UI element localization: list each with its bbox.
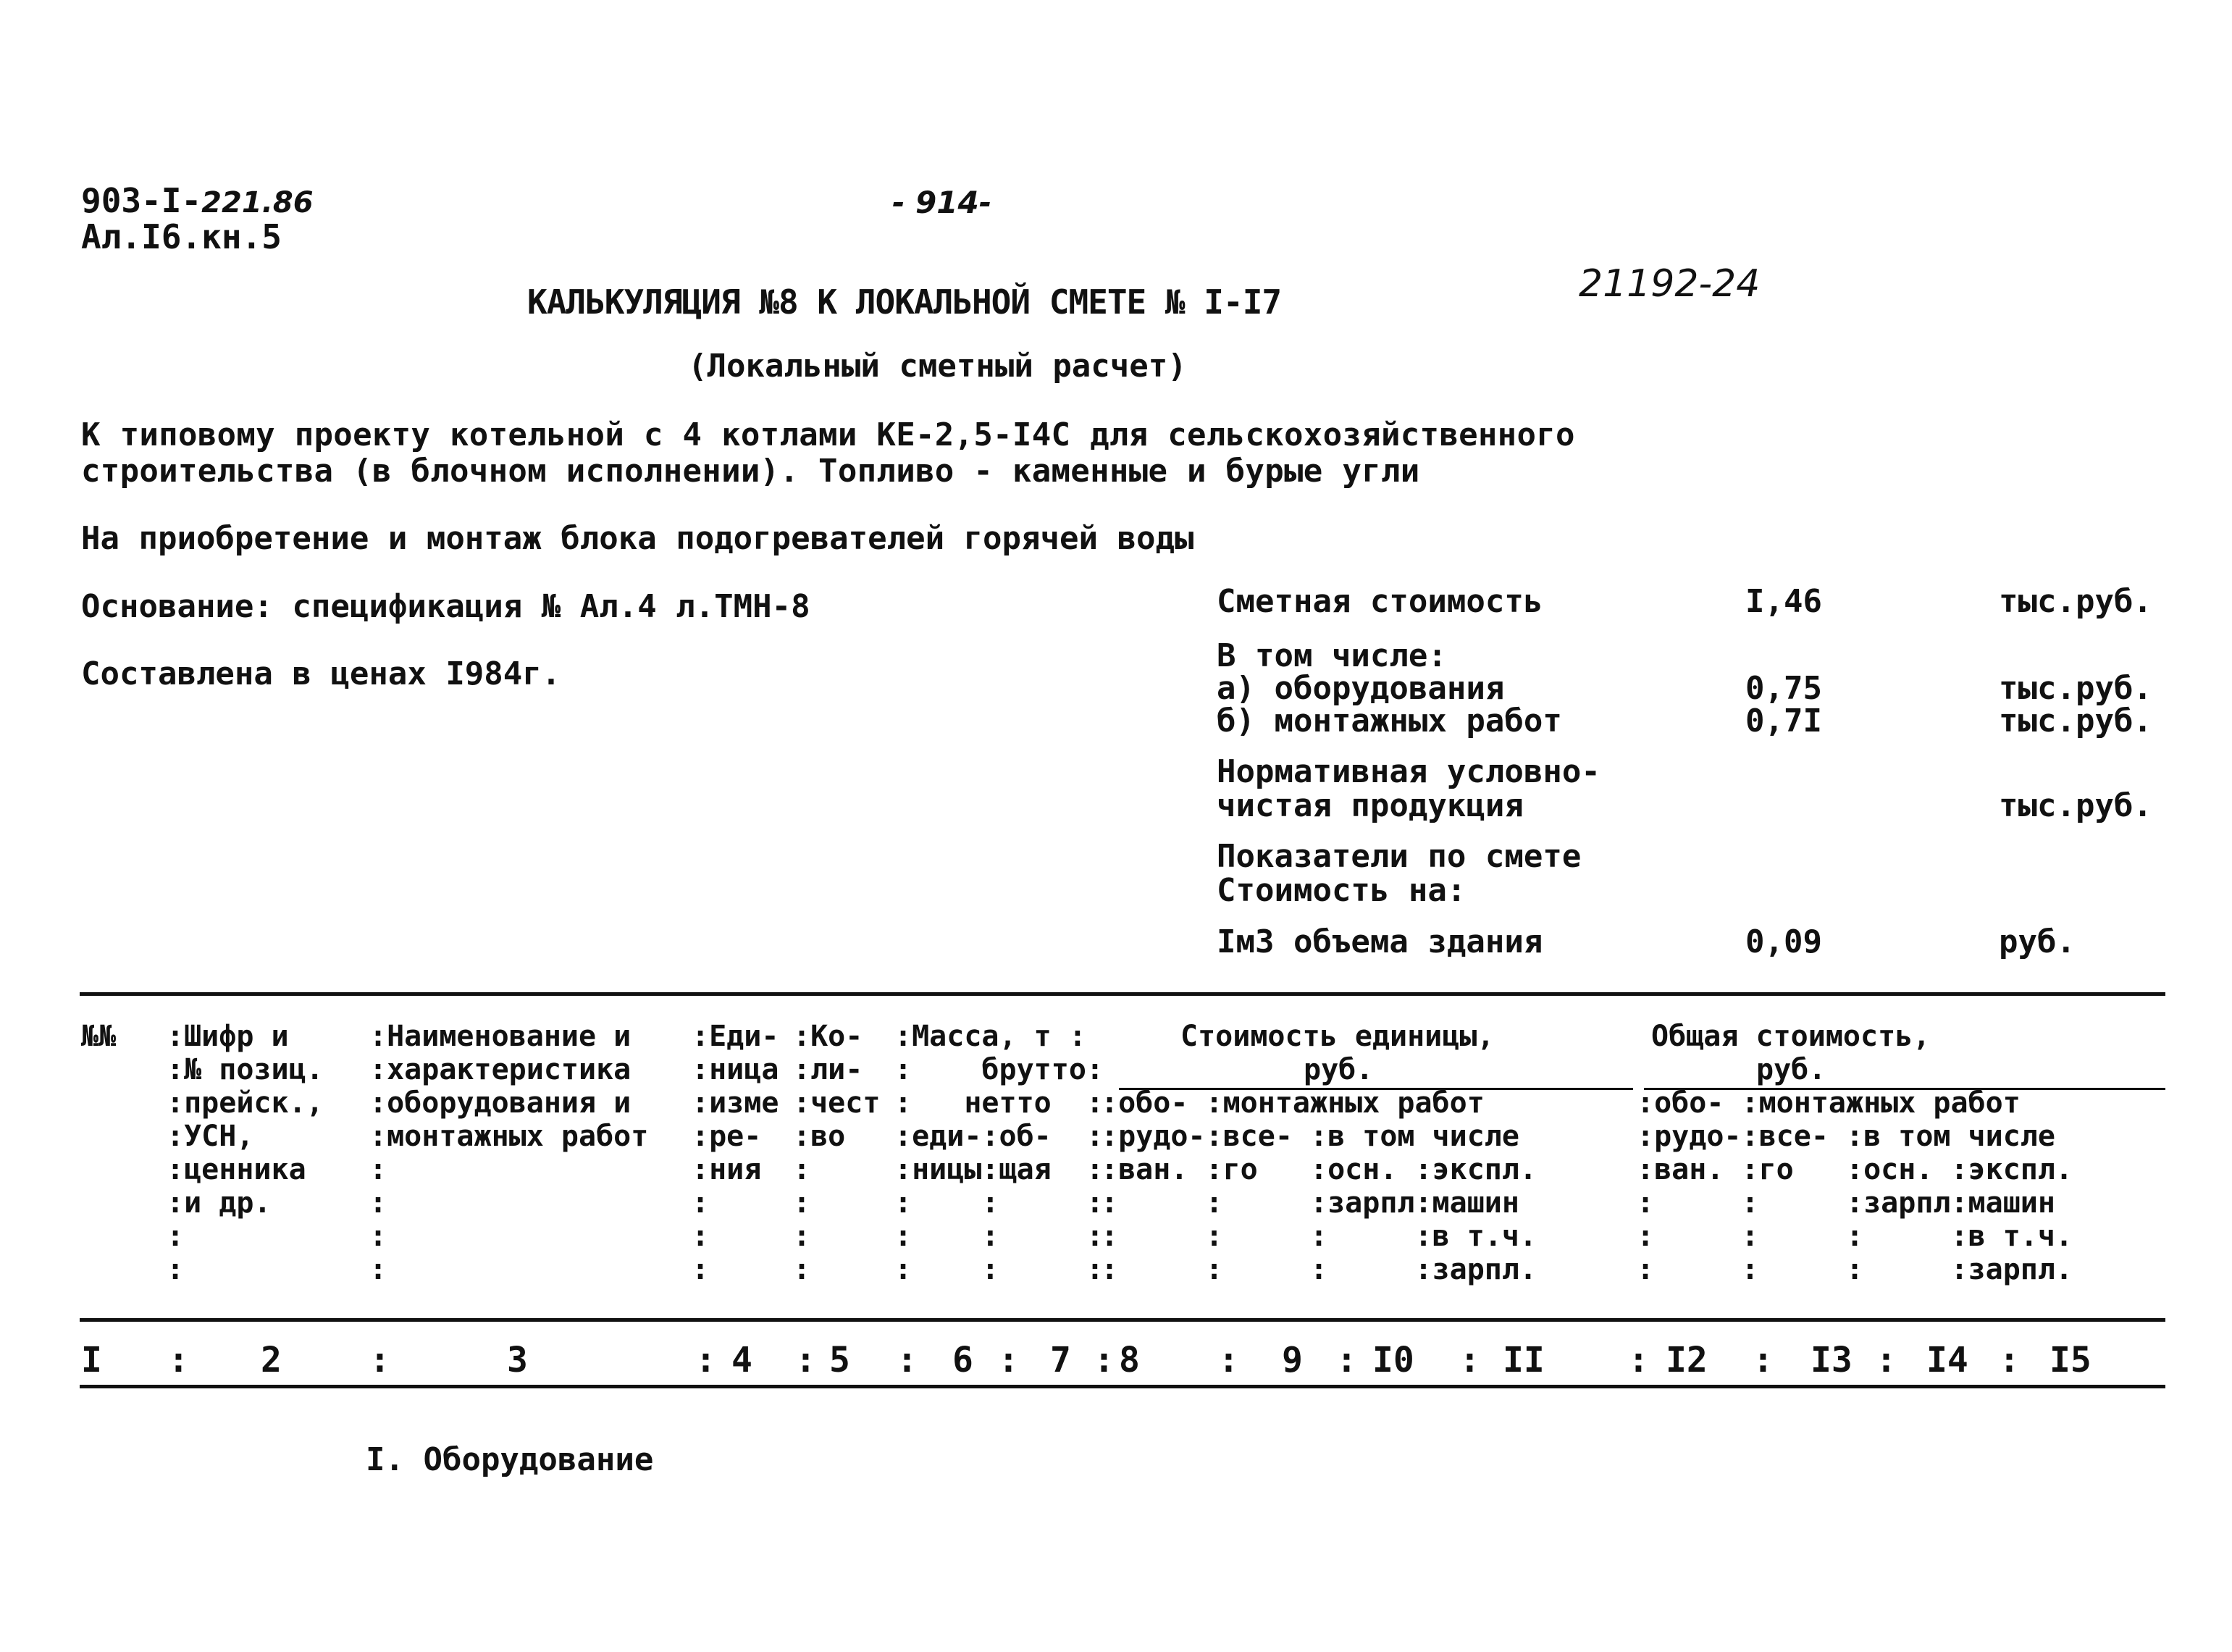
column-separator: : [1876,1340,1897,1380]
column-separator: : [369,1340,390,1380]
table-top-rule [80,992,2165,996]
column-separator: : [168,1340,189,1380]
column-number: II [1503,1340,1545,1380]
header-col-name: :Наименование и :характеристика :оборудования и :монтажных работ : : : : [369,1020,649,1286]
indicators-label-2: Стоимость на: [1217,872,1467,909]
header-col-quantity: :Ко- :ли- :чест :во : : : : [793,1020,881,1286]
document-code-printed: 903-I- [81,181,202,220]
project-description-line1: К типовому проекту котельной с 4 котлами КЕ-2,5-I4С для сельскохозяйственного [81,416,1575,453]
column-number: 8 [1119,1340,1140,1380]
column-number: I2 [1666,1340,1708,1380]
estimated-cost-label: Сметная стоимость [1217,583,1543,620]
equipment-label: а) оборудования [1217,670,1505,707]
column-separator: : [1628,1340,1649,1380]
header-col-cipher: :Шифр и :№ позиц. :прейск., :УСН, :ценника :и др. : : [167,1020,324,1286]
header-unit-cost-subcolumns: :обо- :монтажных работ :рудо-:все- :в том числе :ван. :го :осн. :экспл. : : :зарпл:машин : : : :в т.ч. : : : :зарпл. [1101,1086,1537,1286]
section-title: I. Оборудование [366,1441,654,1478]
equipment-value: 0,75 [1745,670,1822,707]
document-code [81,181,314,220]
purpose-line: На приобретение и монтаж блока подогревателей горячей воды [81,520,1194,557]
column-separator: : [1218,1340,1239,1380]
column-separator: : [897,1340,918,1380]
column-separator: : [795,1340,816,1380]
installation-unit: тыс.руб. [1999,703,2152,739]
column-number: I0 [1372,1340,1414,1380]
normative-unit: тыс.руб. [1999,787,2152,824]
column-separator: : [1336,1340,1357,1380]
column-number: I4 [1926,1340,1968,1380]
header-unit-cost-rub: руб. [1304,1053,1374,1086]
document-code-handwritten: 221.86 [201,186,314,219]
column-number: 5 [829,1340,850,1380]
column-separator: : [1999,1340,2020,1380]
column-separator: : [1459,1340,1480,1380]
estimated-cost-unit: тыс.руб. [1999,583,2152,620]
column-separator: : [1094,1340,1115,1380]
header-col-number: №№ [81,1020,117,1053]
equipment-unit: тыс.руб. [1999,670,2152,707]
installation-value: 0,7I [1745,703,1822,739]
header-total-cost-rub: руб. [1756,1053,1826,1086]
column-numbers-bottom-rule [80,1385,2165,1388]
column-separator: : [695,1340,716,1380]
prices-line: Составлена в ценах I984г. [81,655,561,692]
normative-label-2: чистая продукция [1217,787,1524,824]
column-number: 3 [507,1340,528,1380]
indicators-label-1: Показатели по смете [1217,838,1582,875]
column-number: 6 [952,1340,973,1380]
header-total-cost-subcolumns: :обо- :монтажных работ :рудо-:все- :в том числе :ван. :го :осн. :экспл. : : :зарпл:машин : : : :в т.ч. : : : :зарпл. [1637,1086,2073,1286]
header-col-mass: :Масса, т : : брутто: : нетто : :еди-:об- : :ницы:щая : : : : : : : : : : [894,1020,1104,1286]
project-description-line2: строительства (в блочном исполнении). Топливо - каменные и бурые угли [81,453,1420,490]
installation-label: б) монтажных работ [1217,703,1562,739]
column-number: I [81,1340,102,1380]
column-number: I5 [2050,1340,2092,1380]
basis-line: Основание: спецификация № Ал.4 л.ТМН-8 [81,588,810,625]
document-title: КАЛЬКУЛЯЦИЯ №8 К ЛОКАЛЬНОЙ СМЕТЕ № I-I7 [527,282,1282,322]
including-label: В том числе: [1217,637,1447,674]
per-m3-label: Iм3 объема здания [1217,923,1543,960]
column-number: 4 [731,1340,752,1380]
per-m3-value: 0,09 [1745,923,1822,960]
header-total-cost-title: Общая стоимость, [1651,1020,1931,1053]
column-number: 9 [1282,1340,1303,1380]
album-reference: Ал.I6.кн.5 [81,217,282,256]
header-col-unit: :Еди- :ница :изме :ре- :ния : : : [692,1020,779,1286]
estimated-cost-value: I,46 [1745,583,1822,620]
per-m3-unit: руб. [1999,923,2076,960]
column-separator: : [1753,1340,1774,1380]
column-number: I3 [1811,1340,1853,1380]
stamp-number: 21192-24 [1579,262,1761,306]
page-number: - 914- [892,185,992,220]
header-bottom-rule [80,1318,2165,1322]
column-number: 2 [261,1340,282,1380]
normative-label-1: Нормативная условно- [1217,753,1600,790]
column-number: 7 [1050,1340,1071,1380]
document-subtitle: (Локальный сметный расчет) [688,348,1187,385]
column-separator: : [998,1340,1019,1380]
header-unit-cost-title: Стоимость единицы, [1180,1020,1495,1053]
